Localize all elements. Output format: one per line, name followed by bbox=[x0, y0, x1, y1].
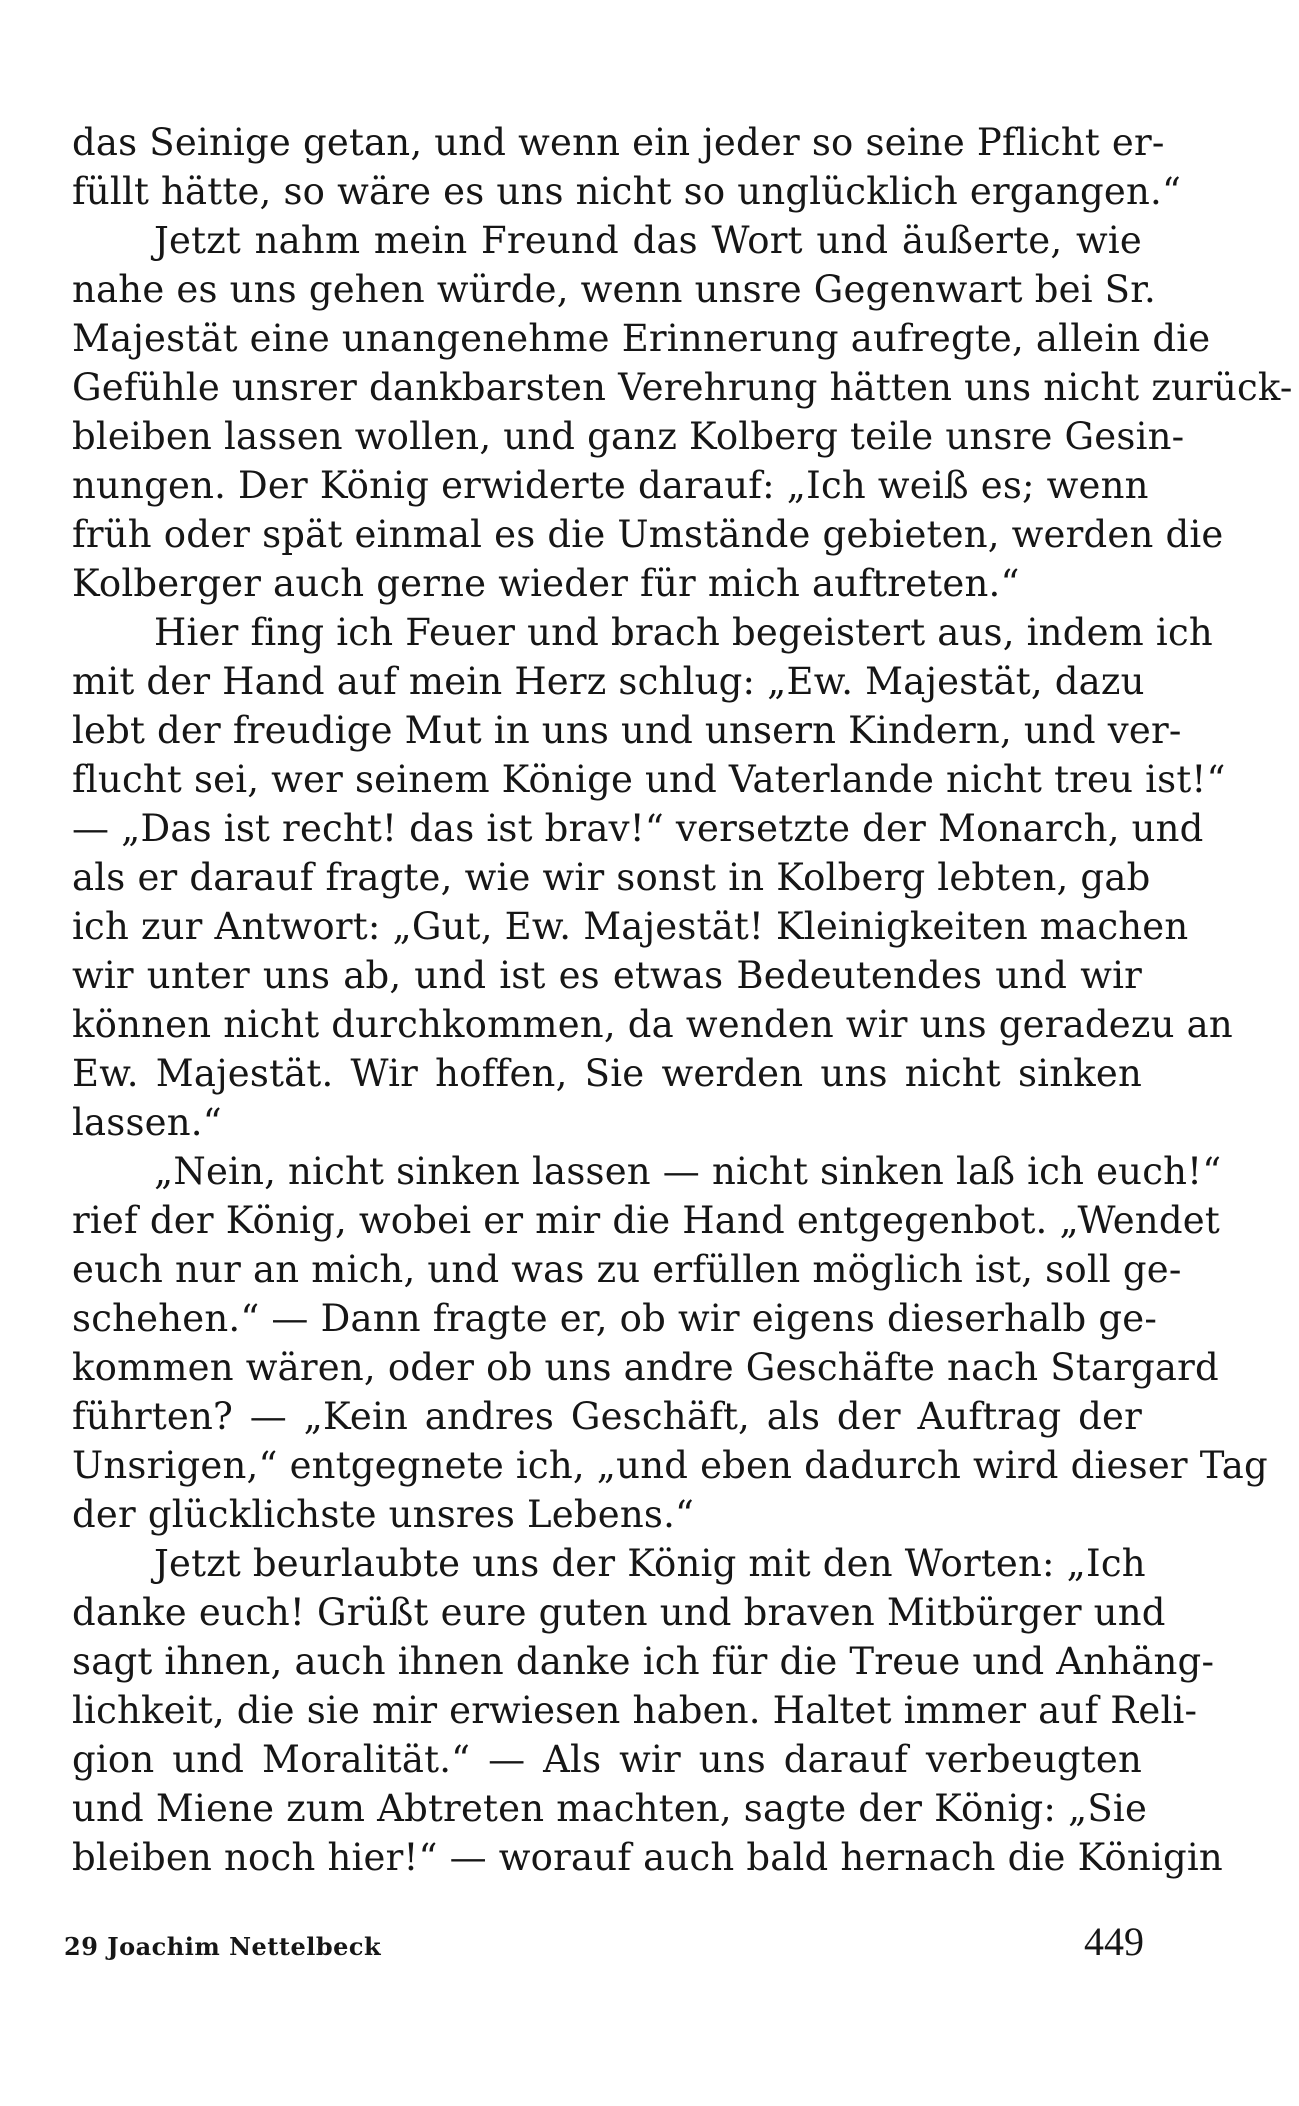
paragraph bbox=[72, 118, 1182, 216]
text-line: „Nein, nicht sinken lassen — nicht sinken laß ich euch!“ bbox=[154, 1150, 1222, 1193]
text-line: flucht sei, wer seinem Könige und Vaterlande nicht treu ist!“ bbox=[72, 758, 1226, 801]
text-line: — „Das ist recht! das ist brav!“ versetzte der Monarch, und bbox=[72, 807, 1204, 850]
paragraph bbox=[72, 216, 1293, 608]
text-line: Hier fing ich Feuer und brach begeistert aus, indem ich bbox=[154, 611, 1213, 654]
text-line: wir unter uns ab, und ist es etwas Bedeutendes und wir bbox=[72, 954, 1142, 997]
text-line: lebt der freudige Mut in uns und unsern Kindern, und ver- bbox=[72, 709, 1182, 752]
printer-signature: 29 Joachim Nettelbeck bbox=[64, 1932, 382, 1961]
text-line: das Seinige getan, und wenn ein jeder so seine Pflicht er- bbox=[72, 121, 1165, 164]
text-line: lassen.“ bbox=[72, 1101, 222, 1144]
paragraph bbox=[72, 1147, 1268, 1539]
text-line: können nicht durchkommen, da wenden wir uns geradezu an bbox=[72, 1003, 1233, 1046]
page-body bbox=[72, 118, 1293, 1882]
text-line: Jetzt beurlaubte uns der König mit den Worten: „Ich bbox=[154, 1542, 1146, 1585]
text-line: kommen wären, oder ob uns andre Geschäfte nach Stargard bbox=[72, 1346, 1219, 1389]
text-line: bleiben lassen wollen, und ganz Kolberg teile unsre Gesin- bbox=[72, 415, 1185, 458]
text-line: Jetzt nahm mein Freund das Wort und äußerte, wie bbox=[154, 219, 1142, 262]
text-line: schehen.“ — Dann fragte er, ob wir eigens dieserhalb ge- bbox=[72, 1297, 1158, 1340]
text-line: lichkeit, die sie mir erwiesen haben. Haltet immer auf Reli- bbox=[72, 1689, 1198, 1732]
text-line: gion und Moralität.“ — Als wir uns darauf verbeugten bbox=[72, 1738, 1142, 1781]
text-line: früh oder spät einmal es die Umstände gebieten, werden die bbox=[72, 513, 1224, 556]
text-line: Unsrigen,“ entgegnete ich, „und eben dadurch wird dieser Tag bbox=[72, 1444, 1268, 1487]
text-line: führten? — „Kein andres Geschäft, als der Auftrag der bbox=[72, 1395, 1142, 1438]
text-line: nungen. Der König erwiderte darauf: „Ich weiß es; wenn bbox=[72, 464, 1149, 507]
page-footer bbox=[64, 1918, 1144, 1978]
page-number: 449 bbox=[1084, 1919, 1144, 1964]
paragraph bbox=[72, 608, 1233, 1147]
text-line: rief der König, wobei er mir die Hand entgegenbot. „Wendet bbox=[72, 1199, 1220, 1242]
text-line: danke euch! Grüßt eure guten und braven Mitbürger und bbox=[72, 1591, 1166, 1634]
text-line: und Miene zum Abtreten machten, sagte der König: „Sie bbox=[72, 1787, 1148, 1830]
text-line: als er darauf fragte, wie wir sonst in Kolberg lebten, gab bbox=[72, 856, 1151, 899]
text-line: Majestät eine unangenehme Erinnerung aufregte, allein die bbox=[72, 317, 1211, 360]
text-line: Ew. Majestät. Wir hoffen, Sie werden uns nicht sinken bbox=[72, 1052, 1142, 1095]
text-line: ich zur Antwort: „Gut, Ew. Majestät! Kleinigkeiten machen bbox=[72, 905, 1189, 948]
text-line: nahe es uns gehen würde, wenn unsre Gegenwart bei Sr. bbox=[72, 268, 1157, 311]
text-line: der glücklichste unsres Lebens.“ bbox=[72, 1493, 695, 1536]
text-line: mit der Hand auf mein Herz schlug: „Ew. Majestät, dazu bbox=[72, 660, 1145, 703]
text-line: sagt ihnen, auch ihnen danke ich für die Treue und Anhäng- bbox=[72, 1640, 1215, 1683]
text-line: Gefühle unsrer dankbarsten Verehrung hätten uns nicht zurück- bbox=[72, 366, 1293, 409]
text-line: euch nur an mich, und was zu erfüllen möglich ist, soll ge- bbox=[72, 1248, 1182, 1291]
text-line: bleiben noch hier!“ — worauf auch bald hernach die Königin bbox=[72, 1836, 1223, 1879]
text-line: Kolberger auch gerne wieder für mich auftreten.“ bbox=[72, 562, 1020, 605]
paragraph bbox=[72, 1539, 1223, 1882]
text-line: füllt hätte, so wäre es uns nicht so unglücklich ergangen.“ bbox=[72, 170, 1182, 213]
